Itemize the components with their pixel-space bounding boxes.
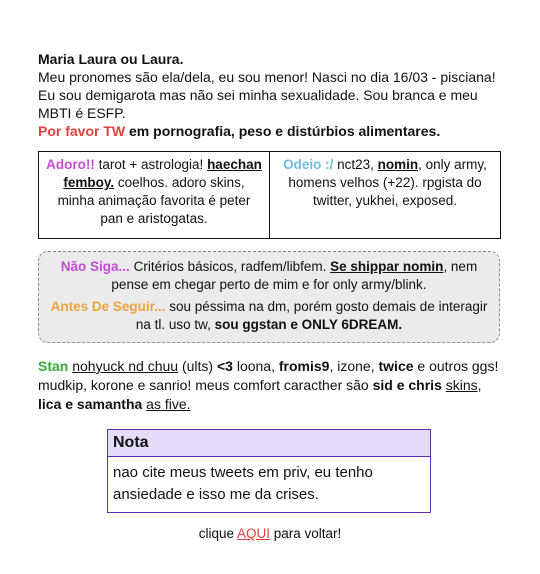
before-follow-label: Antes De Seguir... xyxy=(50,299,166,314)
footer-text-before: clique xyxy=(198,526,237,541)
stan-label: Stan xyxy=(38,358,69,374)
dislikes-text-2: , only army, homens velhos (+22). rpgista do twitter, yukhei, exposed. xyxy=(288,157,487,208)
stan-link-as-five[interactable]: as five. xyxy=(146,396,191,412)
stan-fromis9: fromis9 xyxy=(278,358,330,374)
back-link[interactable]: AQUI xyxy=(236,526,270,541)
dni-text-1: Critérios básicos, radfem/libfem. xyxy=(129,259,331,274)
stan-heart: <3 xyxy=(216,358,233,374)
dni-bold-1: Se shippar nomin xyxy=(330,259,444,274)
stan-lica-samantha: lica e samantha xyxy=(38,396,143,412)
stan-text-4: e outros ggs! mudkip, korone e sanrio! meus comfort caracther são xyxy=(38,358,499,393)
tw-line xyxy=(38,122,508,140)
likes-dislikes-table xyxy=(38,151,501,239)
dislikes-bold-1: nomin xyxy=(377,157,419,172)
before-follow-line xyxy=(43,298,495,334)
intro-section xyxy=(38,50,508,140)
likes-label: Adoro!! xyxy=(46,157,95,172)
note-box xyxy=(107,429,431,513)
tw-label: Por favor TW xyxy=(38,123,126,139)
dni-line xyxy=(43,258,495,294)
stan-text-6: , xyxy=(477,377,482,393)
dni-text-2: , nem pense em chegar perto de mim e for only army/blink. xyxy=(111,259,478,292)
stan-text-2: loona, xyxy=(232,358,279,374)
bio-line: Meu pronomes são ela/dela, eu sou menor! Nasci no dia 16/03 - pisciana! Eu sou demigarota mas não sei minha sexualidade. Sou branca e meu MBTI é ESFP. xyxy=(38,69,496,121)
note-title: Nota xyxy=(108,430,430,457)
stan-text-1: (ults) xyxy=(178,358,217,374)
likes-text-2: coelhos. adoro skins, minha animação favorita é peter pan e aristogatas. xyxy=(57,175,251,226)
footer xyxy=(0,526,540,541)
before-follow-text-1: sou péssima na dm, porém gosto demais de interagir na tl. uso tw, xyxy=(135,299,488,332)
name-line: Maria Laura ou Laura. xyxy=(38,51,184,67)
likes-text-1: tarot + astrologia! xyxy=(94,157,208,172)
tw-text: em pornografia, peso e distúrbios alimentares. xyxy=(125,123,441,139)
note-body: nao cite meus tweets em priv, eu tenho ansiedade e isso me da crises. xyxy=(113,464,373,503)
before-follow-bold-1: sou ggstan e ONLY 6DREAM. xyxy=(214,317,403,332)
dislikes-text-1: nct23, xyxy=(333,157,378,172)
likes-cell xyxy=(39,152,269,238)
dislikes-cell xyxy=(269,152,500,238)
dni-label: Não Siga... xyxy=(60,259,130,274)
stan-text-3: , izone, xyxy=(329,358,379,374)
stan-section xyxy=(38,357,508,414)
stan-sid-chris: sid e chris xyxy=(372,377,442,393)
dni-box xyxy=(38,251,500,343)
dislikes-label: Odeio :/ xyxy=(283,157,334,172)
stan-link-skins[interactable]: skins xyxy=(445,377,478,393)
footer-text-after: para voltar! xyxy=(270,526,342,541)
stan-twice: twice xyxy=(378,358,414,374)
stan-link-nohyuck[interactable]: nohyuck nd chuu xyxy=(72,358,179,374)
likes-bold-1: haechan femboy. xyxy=(63,157,262,190)
